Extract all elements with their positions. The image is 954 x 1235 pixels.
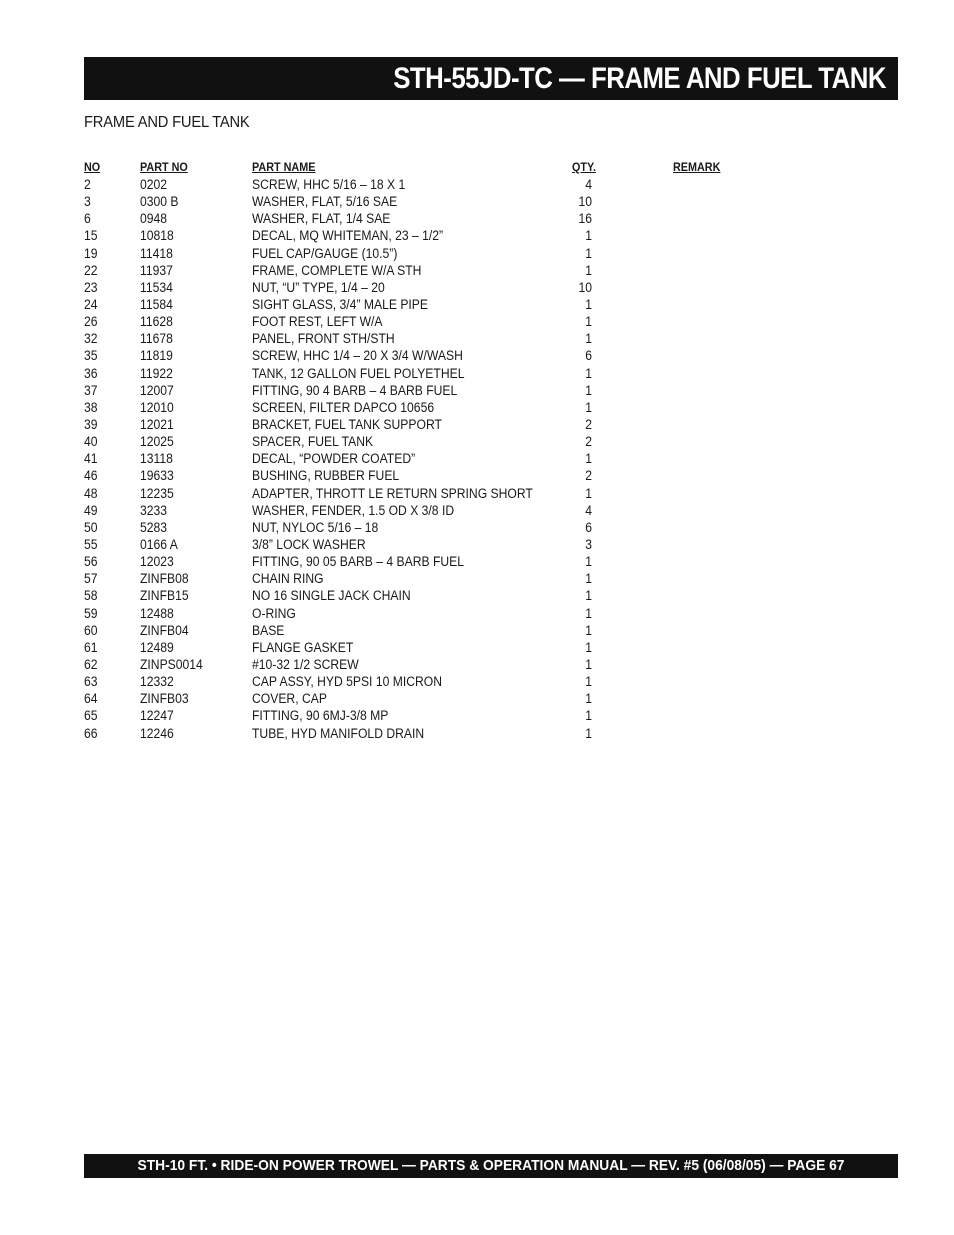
part-quantity: 2 bbox=[585, 416, 592, 432]
part-number: 10818 bbox=[140, 228, 174, 244]
table-row bbox=[84, 279, 784, 296]
table-row bbox=[84, 536, 784, 553]
table-row bbox=[84, 553, 784, 570]
part-name: CAP ASSY, HYD 5PSI 10 MICRON bbox=[252, 674, 442, 690]
table-row bbox=[84, 519, 784, 536]
part-number-index: 55 bbox=[84, 536, 98, 552]
part-number: 12025 bbox=[140, 434, 174, 450]
part-quantity: 6 bbox=[585, 519, 592, 535]
part-name: SCREW, HHC 1/4 – 20 X 3/4 W/WASH bbox=[252, 348, 463, 364]
part-number: 3233 bbox=[140, 502, 168, 518]
part-number-index: 15 bbox=[84, 228, 98, 244]
table-row bbox=[84, 622, 784, 639]
part-quantity: 1 bbox=[585, 245, 592, 261]
section-heading: FRAME AND FUEL TANK bbox=[84, 114, 250, 131]
table-row bbox=[84, 450, 784, 467]
part-number: 11922 bbox=[140, 365, 173, 381]
part-name: 3/8” LOCK WASHER bbox=[252, 536, 366, 552]
part-number-index: 65 bbox=[84, 708, 98, 724]
part-number: 12021 bbox=[140, 416, 174, 432]
part-number-index: 56 bbox=[84, 554, 98, 570]
part-name: SCREW, HHC 5/16 – 18 X 1 bbox=[252, 177, 406, 192]
part-number-index: 26 bbox=[84, 314, 98, 330]
part-number: 12247 bbox=[140, 708, 174, 724]
footer-text: STH-10 FT. • RIDE-ON POWER TROWEL — PARTS & OPERATION MANUAL — REV. #5 (06/08/05) — PAGE 67 bbox=[137, 1157, 845, 1174]
part-number-index: 61 bbox=[84, 639, 98, 655]
part-number-index: 38 bbox=[84, 399, 98, 415]
part-quantity: 6 bbox=[585, 348, 592, 364]
part-number: 12010 bbox=[140, 399, 174, 415]
table-row bbox=[84, 690, 784, 707]
table-row bbox=[84, 485, 784, 502]
part-number: ZINFB15 bbox=[140, 588, 189, 604]
part-name: NUT, NYLOC 5/16 – 18 bbox=[252, 519, 379, 535]
table-row bbox=[84, 227, 784, 244]
part-quantity: 1 bbox=[585, 656, 592, 672]
part-number: 11534 bbox=[140, 279, 173, 295]
table-header-row bbox=[84, 159, 784, 176]
table-row bbox=[84, 176, 784, 193]
part-number-index: 6 bbox=[84, 211, 91, 227]
part-name: FITTING, 90 6MJ-3/8 MP bbox=[252, 708, 389, 724]
part-number-index: 60 bbox=[84, 622, 98, 638]
part-quantity: 1 bbox=[585, 554, 592, 570]
part-number-index: 50 bbox=[84, 519, 98, 535]
part-number: 0300 B bbox=[140, 194, 179, 210]
part-name: WASHER, FLAT, 5/16 SAE bbox=[252, 194, 398, 210]
part-quantity: 1 bbox=[585, 622, 592, 638]
table-row bbox=[84, 262, 784, 279]
part-number: 11418 bbox=[140, 245, 173, 261]
part-name: ADAPTER, THROTT LE RETURN SPRING SHORT bbox=[252, 485, 533, 501]
part-number-index: 19 bbox=[84, 245, 98, 261]
part-number-index: 62 bbox=[84, 656, 98, 672]
table-row bbox=[84, 725, 784, 742]
part-name: WASHER, FLAT, 1/4 SAE bbox=[252, 211, 391, 227]
table-row bbox=[84, 587, 784, 604]
column-header-part-name: PART NAME bbox=[252, 160, 316, 174]
part-quantity: 16 bbox=[578, 211, 592, 227]
part-number: 11628 bbox=[140, 314, 173, 330]
part-number: 0202 bbox=[140, 177, 168, 192]
part-name: DECAL, MQ WHITEMAN, 23 – 1/2” bbox=[252, 228, 444, 244]
part-quantity: 1 bbox=[585, 485, 592, 501]
part-number-index: 22 bbox=[84, 262, 98, 278]
part-number: 12235 bbox=[140, 485, 174, 501]
part-number-index: 39 bbox=[84, 416, 98, 432]
part-name: TANK, 12 GALLON FUEL POLYETHEL bbox=[252, 365, 465, 381]
part-quantity: 1 bbox=[585, 228, 592, 244]
part-number-index: 3 bbox=[84, 194, 91, 210]
part-quantity: 1 bbox=[585, 725, 592, 741]
part-quantity: 1 bbox=[585, 708, 592, 724]
part-quantity: 4 bbox=[585, 502, 592, 518]
part-number-index: 36 bbox=[84, 365, 98, 381]
table-row bbox=[84, 416, 784, 433]
part-name: FLANGE GASKET bbox=[252, 639, 354, 655]
table-row bbox=[84, 296, 784, 313]
part-quantity: 2 bbox=[585, 468, 592, 484]
table-row bbox=[84, 605, 784, 622]
part-number: 0166 A bbox=[140, 536, 178, 552]
part-quantity: 1 bbox=[585, 691, 592, 707]
part-number-index: 66 bbox=[84, 725, 98, 741]
part-number-index: 64 bbox=[84, 691, 98, 707]
part-name: FITTING, 90 05 BARB – 4 BARB FUEL bbox=[252, 554, 465, 570]
part-quantity: 2 bbox=[585, 434, 592, 450]
table-row bbox=[84, 330, 784, 347]
part-quantity: 1 bbox=[585, 331, 592, 347]
part-number: 12007 bbox=[140, 382, 174, 398]
part-number-index: 46 bbox=[84, 468, 98, 484]
part-number: ZINFB04 bbox=[140, 622, 189, 638]
part-number: 11819 bbox=[140, 348, 173, 364]
footer-bar bbox=[84, 1154, 898, 1178]
part-number: 12023 bbox=[140, 554, 174, 570]
part-name: BRACKET, FUEL TANK SUPPORT bbox=[252, 416, 442, 432]
part-quantity: 1 bbox=[585, 382, 592, 398]
table-row bbox=[84, 707, 784, 724]
part-quantity: 10 bbox=[578, 279, 592, 295]
part-quantity: 1 bbox=[585, 296, 592, 312]
part-name: SIGHT GLASS, 3/4” MALE PIPE bbox=[252, 296, 429, 312]
part-number: 0948 bbox=[140, 211, 168, 227]
part-number-index: 23 bbox=[84, 279, 98, 295]
part-number-index: 37 bbox=[84, 382, 98, 398]
part-name: WASHER, FENDER, 1.5 OD X 3/8 ID bbox=[252, 502, 455, 518]
table-row bbox=[84, 313, 784, 330]
part-number: 11584 bbox=[140, 296, 173, 312]
part-number-index: 40 bbox=[84, 434, 98, 450]
part-name: COVER, CAP bbox=[252, 691, 327, 707]
table-row bbox=[84, 570, 784, 587]
table-row bbox=[84, 193, 784, 210]
part-number-index: 57 bbox=[84, 571, 98, 587]
part-name: TUBE, HYD MANIFOLD DRAIN bbox=[252, 725, 425, 741]
part-name: BASE bbox=[252, 622, 285, 638]
part-number: 12332 bbox=[140, 674, 174, 690]
part-number-index: 59 bbox=[84, 605, 98, 621]
part-quantity: 1 bbox=[585, 314, 592, 330]
part-quantity: 1 bbox=[585, 639, 592, 655]
part-number-index: 41 bbox=[84, 451, 98, 467]
part-number: 12246 bbox=[140, 725, 174, 741]
part-quantity: 3 bbox=[585, 536, 592, 552]
part-number: 5283 bbox=[140, 519, 168, 535]
table-row bbox=[84, 467, 784, 484]
part-name: DECAL, “POWDER COATED” bbox=[252, 451, 416, 467]
part-name: FUEL CAP/GAUGE (10.5”) bbox=[252, 245, 398, 261]
part-name: FOOT REST, LEFT W/A bbox=[252, 314, 383, 330]
table-row bbox=[84, 382, 784, 399]
part-quantity: 4 bbox=[585, 177, 592, 192]
part-quantity: 1 bbox=[585, 674, 592, 690]
part-number-index: 58 bbox=[84, 588, 98, 604]
part-name: NO 16 SINGLE JACK CHAIN bbox=[252, 588, 411, 604]
column-header-no: NO bbox=[84, 160, 101, 174]
table-row bbox=[84, 210, 784, 227]
part-name: CHAIN RING bbox=[252, 571, 324, 587]
table-row bbox=[84, 673, 784, 690]
part-quantity: 1 bbox=[585, 571, 592, 587]
page-title: STH-55JD-TC — FRAME AND FUEL TANK bbox=[393, 62, 886, 95]
table-row bbox=[84, 399, 784, 416]
part-quantity: 1 bbox=[585, 399, 592, 415]
part-name: SPACER, FUEL TANK bbox=[252, 434, 374, 450]
table-body bbox=[84, 176, 784, 742]
table-row bbox=[84, 245, 784, 262]
part-name: FITTING, 90 4 BARB – 4 BARB FUEL bbox=[252, 382, 458, 398]
part-number-index: 2 bbox=[84, 177, 91, 192]
part-number-index: 35 bbox=[84, 348, 98, 364]
part-quantity: 1 bbox=[585, 605, 592, 621]
part-quantity: 1 bbox=[585, 262, 592, 278]
part-number: 11678 bbox=[140, 331, 173, 347]
part-name: BUSHING, RUBBER FUEL bbox=[252, 468, 400, 484]
part-number: ZINFB08 bbox=[140, 571, 189, 587]
part-name: #10-32 1/2 SCREW bbox=[252, 656, 359, 672]
part-number-index: 48 bbox=[84, 485, 98, 501]
part-name: SCREEN, FILTER DAPCO 10656 bbox=[252, 399, 435, 415]
part-number-index: 49 bbox=[84, 502, 98, 518]
part-quantity: 1 bbox=[585, 588, 592, 604]
part-number-index: 32 bbox=[84, 331, 98, 347]
table-row bbox=[84, 365, 784, 382]
table-row bbox=[84, 347, 784, 364]
table-row bbox=[84, 639, 784, 656]
part-number: 12489 bbox=[140, 639, 174, 655]
parts-table bbox=[84, 159, 784, 742]
part-number: 11937 bbox=[140, 262, 173, 278]
part-name: O-RING bbox=[252, 605, 296, 621]
part-number: 13118 bbox=[140, 451, 173, 467]
table-row bbox=[84, 502, 784, 519]
part-name: NUT, “U” TYPE, 1/4 – 20 bbox=[252, 279, 385, 295]
part-number: 19633 bbox=[140, 468, 174, 484]
column-header-remark: REMARK bbox=[673, 160, 721, 174]
part-name: FRAME, COMPLETE W/A STH bbox=[252, 262, 422, 278]
part-number: ZINFB03 bbox=[140, 691, 189, 707]
column-header-qty: QTY. bbox=[572, 160, 597, 174]
table-row bbox=[84, 433, 784, 450]
part-number-index: 24 bbox=[84, 296, 98, 312]
part-number: 12488 bbox=[140, 605, 174, 621]
part-quantity: 10 bbox=[578, 194, 592, 210]
part-number-index: 63 bbox=[84, 674, 98, 690]
part-quantity: 1 bbox=[585, 451, 592, 467]
page-title-bar bbox=[84, 57, 898, 100]
column-header-part-no: PART NO bbox=[140, 160, 188, 174]
part-name: PANEL, FRONT STH/STH bbox=[252, 331, 395, 347]
part-number: ZINPS0014 bbox=[140, 656, 203, 672]
table-row bbox=[84, 656, 784, 673]
part-quantity: 1 bbox=[585, 365, 592, 381]
